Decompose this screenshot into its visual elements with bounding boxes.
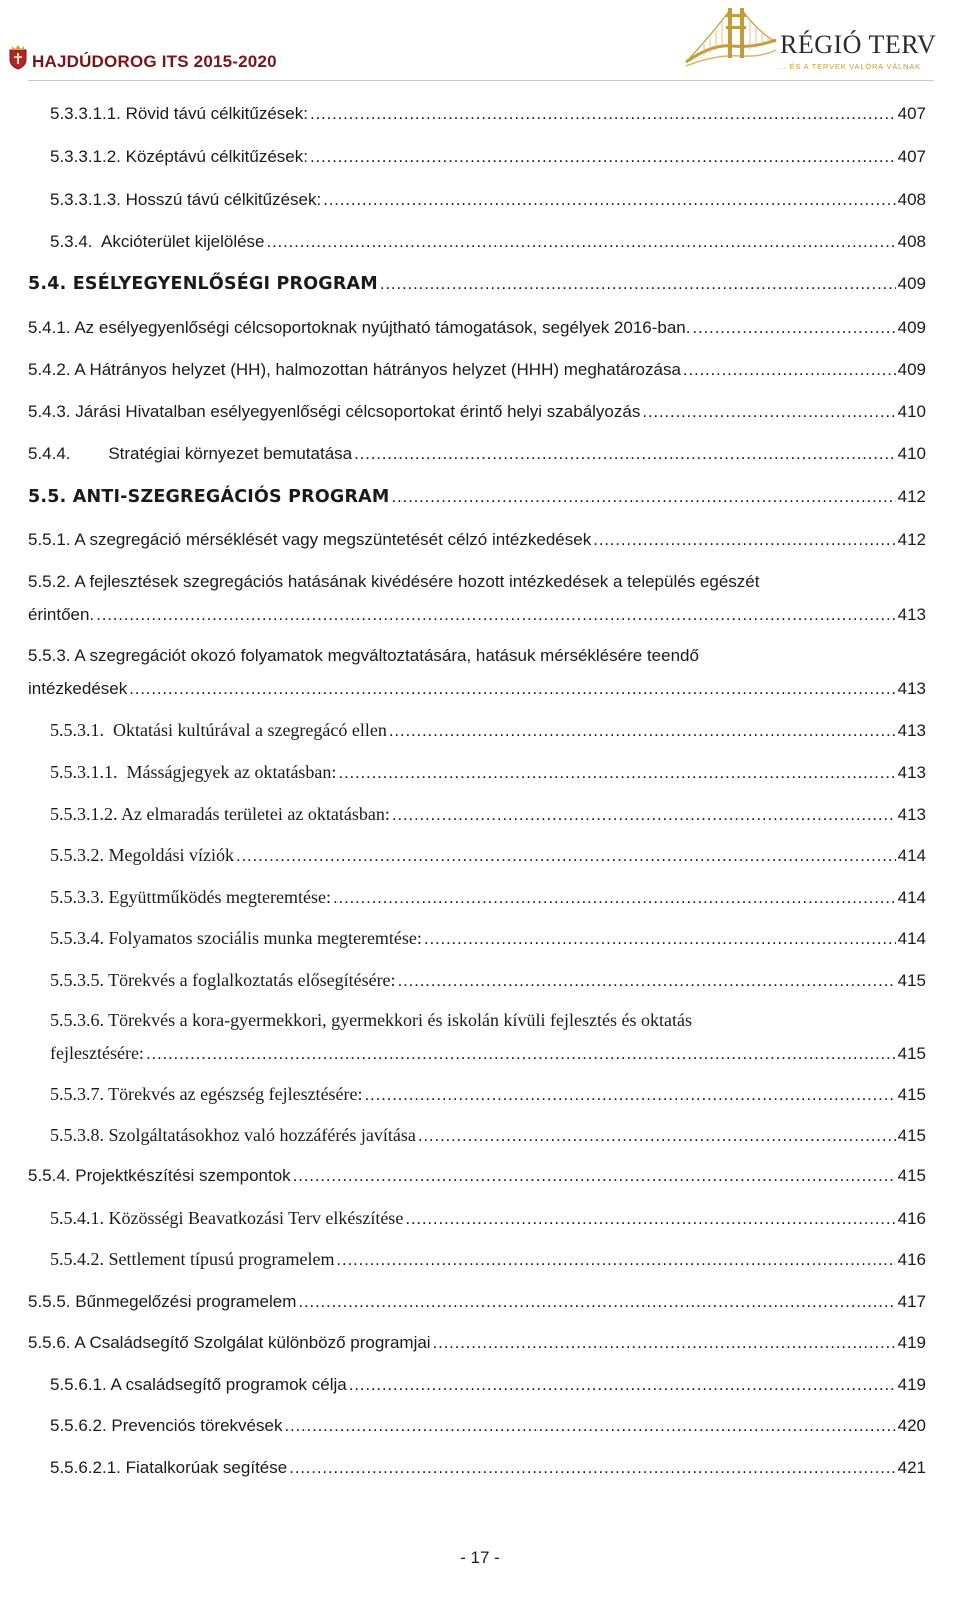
toc-entry[interactable] xyxy=(0,1333,960,1353)
dot-leader xyxy=(336,1250,895,1270)
toc-entry[interactable] xyxy=(0,360,960,380)
toc-entry-title: 5.5.3.2. Megoldási víziók xyxy=(50,845,234,865)
page-number: - 17 - xyxy=(460,1548,500,1567)
toc-entry-title: 5.5.5. Bűnmegelőzési programelem xyxy=(28,1292,297,1311)
dot-leader xyxy=(338,763,895,783)
toc-entry[interactable] xyxy=(0,190,960,210)
dot-leader xyxy=(310,104,896,124)
toc-page-number: 410 xyxy=(897,444,926,463)
toc-entry[interactable] xyxy=(0,1416,960,1436)
toc-entry[interactable] xyxy=(0,845,960,866)
dot-leader xyxy=(433,1333,896,1353)
toc-entry-title: 5.3.4. Akcióterület kijelölése xyxy=(50,232,265,251)
toc-entry[interactable] xyxy=(0,1249,960,1270)
toc-entry-title: 5.5.6. A Családsegítő Szolgálat különböző programjai xyxy=(28,1333,431,1352)
dot-leader xyxy=(284,1416,895,1436)
toc-entry-title: érintően. xyxy=(28,605,95,624)
toc-entry-title: 5.5.3.5. Törekvés a foglalkoztatás elősegítésére: xyxy=(50,970,396,990)
toc-entry-title: 5.5.6.2. Prevenciós törekvések xyxy=(50,1416,283,1435)
toc-entry[interactable] xyxy=(0,147,960,167)
toc-entry-title: 5.4. ESÉLYEGYENLŐSÉGI PROGRAM xyxy=(28,274,378,294)
toc-page-number: 413 xyxy=(897,721,926,740)
toc-entry-title: 5.4.2. A Hátrányos helyzet (HH), halmozottan hátrányos helyzet (HHH) meghatározása xyxy=(28,360,681,379)
toc-entry-title: 5.5.1. A szegregáció mérséklését vagy megszüntetését célzó intézkedések xyxy=(28,530,592,549)
toc-page-number: 407 xyxy=(897,104,926,123)
toc-page-number: 413 xyxy=(897,605,926,624)
toc-entry-title-line1: 5.5.2. A fejlesztések szegregációs hatásának kivédésére hozott intézkedések a település egészét xyxy=(28,572,760,591)
dot-leader xyxy=(405,1209,895,1229)
dot-leader xyxy=(289,1458,895,1478)
toc-page-number: 408 xyxy=(897,190,926,209)
toc-page-number: 410 xyxy=(897,402,926,421)
toc-entry[interactable] xyxy=(0,1292,960,1312)
toc-entry-title: 5.3.3.1.3. Hosszú távú célkitűzések: xyxy=(50,190,322,209)
toc-entry[interactable] xyxy=(0,402,960,422)
toc-entry[interactable] xyxy=(0,804,960,825)
toc-entry[interactable] xyxy=(0,1084,960,1105)
toc-entry[interactable] xyxy=(0,318,960,338)
toc-entry-title: 5.5.3.1.2. Az elmaradás területei az oktatásban: xyxy=(50,804,390,824)
toc-page-number: 412 xyxy=(897,530,926,549)
dot-leader xyxy=(146,1044,896,1064)
toc-entry-title-line1: 5.5.3. A szegregációt okozó folyamatok megváltoztatására, hatásuk mérséklésére teendő xyxy=(28,646,699,665)
toc-entry-title: 5.5. ANTI-SZEGREGÁCIÓS PROGRAM xyxy=(28,487,390,507)
toc-entry-title-line1: 5.5.3.6. Törekvés a kora-gyermekkori, gyermekkori és iskolán kívüli fejlesztés és oktatás xyxy=(50,1010,692,1030)
toc-page-number: 409 xyxy=(897,318,926,337)
toc-entry-title: 5.5.3.8. Szolgáltatásokhoz való hozzáférés javítása xyxy=(50,1125,416,1145)
toc-entry[interactable] xyxy=(0,1010,960,1064)
toc-page-number: 408 xyxy=(897,232,926,251)
toc-entry[interactable] xyxy=(0,1125,960,1146)
dot-leader xyxy=(642,402,895,422)
toc-entry-title: 5.5.3.1.1. Másságjegyek az oktatásban: xyxy=(50,762,337,782)
toc-page-number: 407 xyxy=(897,147,926,166)
dot-leader xyxy=(96,605,895,625)
toc-page-number: 409 xyxy=(897,274,926,293)
toc-entry-title: intézkedések xyxy=(28,679,128,698)
toc-entry[interactable] xyxy=(0,444,960,464)
toc-page-number: 421 xyxy=(897,1458,926,1477)
toc-entry[interactable] xyxy=(0,1208,960,1229)
toc-page-number: 415 xyxy=(897,1044,926,1063)
dot-leader xyxy=(298,1292,895,1312)
dot-leader xyxy=(365,1085,896,1105)
dot-leader xyxy=(354,444,896,464)
dot-leader xyxy=(424,929,896,949)
toc-page-number: 412 xyxy=(897,487,926,506)
toc-page-number: 415 xyxy=(897,971,926,990)
toc-entry-title: 5.5.3.7. Törekvés az egészség fejlesztésére: xyxy=(50,1084,363,1104)
logo-tagline: ... ÉS A TERVEK VALÓRA VÁLNAK xyxy=(778,62,921,71)
toc-entry-title: 5.5.3.4. Folyamatos szociális munka megteremtése: xyxy=(50,928,422,948)
toc-entry-title: 5.5.3.3. Együttműködés megteremtése: xyxy=(50,887,331,907)
toc-page-number: 415 xyxy=(897,1085,926,1104)
toc-page-number: 413 xyxy=(897,679,926,698)
dot-leader xyxy=(593,530,895,550)
dot-leader xyxy=(692,318,895,338)
dot-leader xyxy=(236,846,896,866)
toc-entry[interactable] xyxy=(0,928,960,949)
dot-leader xyxy=(310,147,896,167)
dot-leader xyxy=(418,1126,896,1146)
toc-entry[interactable] xyxy=(0,1375,960,1395)
toc-entry[interactable] xyxy=(0,1166,960,1186)
toc-page-number: 416 xyxy=(897,1209,926,1228)
toc-page-number: 414 xyxy=(897,929,926,948)
toc-entry-title: 5.4.1. Az esélyegyenlőségi célcsoportoknak nyújtható támogatások, segélyek 2016-ban. xyxy=(28,318,691,337)
toc-entry[interactable] xyxy=(0,1458,960,1478)
toc-entry-title: 5.5.4. Projektkészítési szempontok xyxy=(28,1166,291,1185)
toc-page-number: 413 xyxy=(897,805,926,824)
toc-entry[interactable] xyxy=(0,487,960,507)
dot-leader xyxy=(392,487,896,507)
toc-page-number: 416 xyxy=(897,1250,926,1269)
document-title: HAJDÚDOROG ITS 2015-2020 xyxy=(32,52,277,71)
toc-entry[interactable] xyxy=(0,646,960,699)
toc-page-number: 413 xyxy=(897,763,926,782)
dot-leader xyxy=(380,274,896,294)
toc-entry[interactable] xyxy=(0,720,960,741)
dot-leader xyxy=(398,971,896,991)
toc-page-number: 415 xyxy=(897,1126,926,1145)
toc-page-number: 414 xyxy=(897,888,926,907)
dot-leader xyxy=(333,888,896,908)
toc-entry[interactable] xyxy=(0,887,960,908)
toc-entry-title: 5.5.4.1. Közösségi Beavatkozási Terv elkészítése xyxy=(50,1208,404,1228)
toc-entry-title: 5.5.6.2.1. Fiatalkorúak segítése xyxy=(50,1458,288,1477)
toc-entry[interactable] xyxy=(0,762,960,783)
toc-entry[interactable] xyxy=(0,232,960,252)
dot-leader xyxy=(389,721,896,741)
toc-entry-title: 5.3.3.1.1. Rövid távú célkitűzések: xyxy=(50,104,308,123)
dot-leader xyxy=(293,1166,896,1186)
toc-entry-title: 5.5.4.2. Settlement típusú programelem xyxy=(50,1249,335,1269)
toc-entry-title: 5.5.3.1. Oktatási kultúrával a szegregácó ellen xyxy=(50,720,387,740)
toc-page-number: 414 xyxy=(897,846,926,865)
toc-page-number: 415 xyxy=(897,1166,926,1185)
toc-page-number: 419 xyxy=(897,1375,926,1394)
dot-leader xyxy=(267,232,896,252)
toc-entry-title: 5.4.4. Stratégiai környezet bemutatása xyxy=(28,444,353,463)
toc-page-number: 419 xyxy=(897,1333,926,1352)
dot-leader xyxy=(683,360,896,380)
toc-page-number: 417 xyxy=(897,1292,926,1311)
toc-entry-title: 5.4.3. Járási Hivatalban esélyegyenlőségi célcsoportokat érintő helyi szabályozás xyxy=(28,402,641,421)
dot-leader xyxy=(349,1375,896,1395)
dot-leader xyxy=(129,679,895,699)
toc-entry-title: fejlesztésére: xyxy=(50,1043,144,1063)
toc-entry[interactable] xyxy=(0,530,960,550)
toc-entry[interactable] xyxy=(0,104,960,124)
dot-leader xyxy=(392,805,896,825)
logo-name: RÉGIÓ TERV xyxy=(780,30,937,59)
toc-entry-title: 5.3.3.1.2. Középtávú célkitűzések: xyxy=(50,147,308,166)
toc-entry[interactable] xyxy=(0,274,960,294)
toc-entry[interactable] xyxy=(0,572,960,625)
toc-page-number: 409 xyxy=(897,360,926,379)
toc-page-number: 420 xyxy=(897,1416,926,1435)
toc-entry-title: 5.5.6.1. A családsegítő programok célja xyxy=(50,1375,347,1394)
toc-entry[interactable] xyxy=(0,970,960,991)
dot-leader xyxy=(323,190,895,210)
